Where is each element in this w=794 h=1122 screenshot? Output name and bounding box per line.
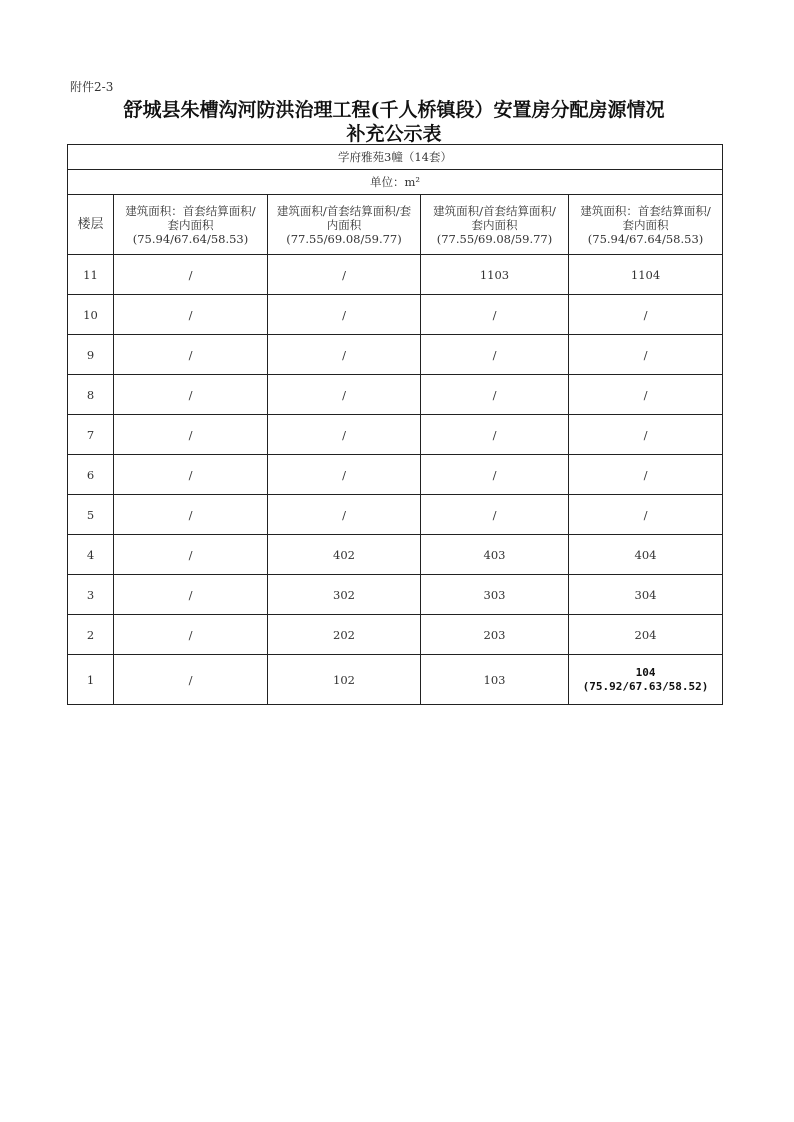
table-row <box>68 535 723 575</box>
unit-cell: / <box>569 335 723 375</box>
unit-cell: / <box>114 295 268 335</box>
unit-cell: 1104 <box>569 255 723 295</box>
floor-cell: 10 <box>68 295 114 335</box>
unit-cell: / <box>114 375 268 415</box>
unit-row <box>68 170 723 195</box>
unit-cell: / <box>569 375 723 415</box>
unit-cell: 304 <box>569 575 723 615</box>
floor-cell: 3 <box>68 575 114 615</box>
unit-cell: / <box>421 375 569 415</box>
table-row <box>68 255 723 295</box>
unit-cell: / <box>569 415 723 455</box>
attachment-label: 附件2-3 <box>70 80 114 94</box>
unit-cell: / <box>114 255 268 295</box>
unit-cell: / <box>569 455 723 495</box>
floor-cell: 11 <box>68 255 114 295</box>
page-subtitle: 补充公示表 <box>346 123 442 145</box>
unit-cell: / <box>114 455 268 495</box>
column-header-line2: 套内面积 <box>471 217 518 232</box>
floor-cell: 2 <box>68 615 114 655</box>
floor-cell: 6 <box>68 455 114 495</box>
unit-cell: / <box>268 255 421 295</box>
unit-cell: / <box>421 455 569 495</box>
unit-cell: / <box>421 295 569 335</box>
column-header-area: (75.94/67.64/58.53) <box>587 231 704 246</box>
table-row <box>68 375 723 415</box>
unit-cell: 303 <box>421 575 569 615</box>
column-header-area: (77.55/69.08/59.77) <box>286 231 402 246</box>
column-header-line1: 建筑面积/首套结算面积/套 <box>276 203 412 218</box>
column-header <box>268 195 421 255</box>
unit-cell: / <box>569 295 723 335</box>
unit-cell: / <box>114 535 268 575</box>
unit-cell: 403 <box>421 535 569 575</box>
unit-cell: / <box>268 455 421 495</box>
column-header-area: (77.55/69.08/59.77) <box>436 231 553 246</box>
special-unit-number: 104 <box>635 665 656 679</box>
unit-cell: / <box>268 415 421 455</box>
floor-cell: 4 <box>68 535 114 575</box>
column-header-line1: 建筑面积：首套结算面积/ <box>125 203 256 218</box>
unit-cell: / <box>114 335 268 375</box>
table-row <box>68 455 723 495</box>
column-header <box>569 195 723 255</box>
unit-cell: 1103 <box>421 255 569 295</box>
special-unit-area: (75.92/67.63/58.52) <box>582 679 709 693</box>
column-header-line1: 建筑面积/首套结算面积/ <box>433 203 556 218</box>
unit-label: 单位：m² <box>68 170 723 195</box>
unit-cell: / <box>421 415 569 455</box>
unit-cell: / <box>268 335 421 375</box>
floor-cell: 1 <box>68 655 114 705</box>
floor-cell: 8 <box>68 375 114 415</box>
building-row <box>68 145 723 170</box>
floor-cell: 9 <box>68 335 114 375</box>
unit-cell: 302 <box>268 575 421 615</box>
table-row <box>68 615 723 655</box>
table-row <box>68 335 723 375</box>
column-header <box>114 195 268 255</box>
page-title: 舒城县朱槽沟河防洪治理工程(千人桥镇段）安置房分配房源情况 <box>123 99 665 121</box>
table-row <box>68 295 723 335</box>
unit-cell: / <box>421 495 569 535</box>
column-header-area: (75.94/67.64/58.53) <box>132 231 249 246</box>
column-header-line2: 套内面积 <box>167 217 214 232</box>
floor-header: 楼层 <box>68 195 114 255</box>
column-header-line2: 套内面积 <box>622 217 669 232</box>
unit-cell: / <box>268 375 421 415</box>
unit-cell: / <box>421 335 569 375</box>
unit-cell: 202 <box>268 615 421 655</box>
unit-cell: 203 <box>421 615 569 655</box>
unit-cell: 402 <box>268 535 421 575</box>
unit-cell: / <box>114 575 268 615</box>
unit-cell: / <box>268 295 421 335</box>
table-row <box>68 495 723 535</box>
unit-cell: 103 <box>421 655 569 705</box>
unit-cell: / <box>114 615 268 655</box>
floor-cell: 7 <box>68 415 114 455</box>
unit-cell: / <box>114 415 268 455</box>
column-header <box>421 195 569 255</box>
unit-cell: 102 <box>268 655 421 705</box>
table-row <box>68 655 723 705</box>
special-unit-cell <box>569 655 723 705</box>
column-header-line1: 建筑面积：首套结算面积/ <box>580 203 711 218</box>
unit-cell: 404 <box>569 535 723 575</box>
unit-cell: / <box>114 495 268 535</box>
floor-cell: 5 <box>68 495 114 535</box>
header-row <box>68 195 723 255</box>
column-header-line2: 内面积 <box>326 217 362 232</box>
unit-cell: 204 <box>569 615 723 655</box>
unit-cell: / <box>268 495 421 535</box>
table-row <box>68 575 723 615</box>
unit-cell: / <box>569 495 723 535</box>
table-row <box>68 415 723 455</box>
building-name: 学府雅苑3幢（14套） <box>68 145 723 170</box>
unit-cell: / <box>114 655 268 705</box>
housing-allocation-table <box>67 144 723 705</box>
